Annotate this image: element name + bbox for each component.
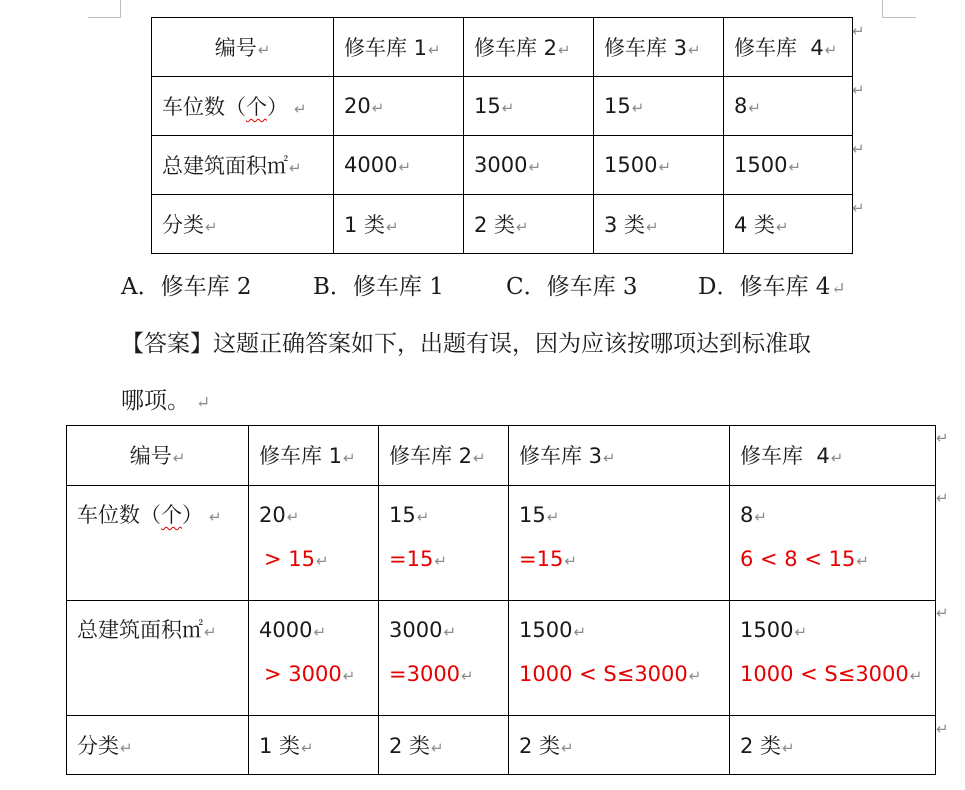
table-cell: 4000↵ > 3000↵ xyxy=(249,601,379,716)
row-end-mark: ↵ xyxy=(936,720,949,738)
row-label: 车位数（个） ↵ xyxy=(67,486,249,601)
option-b: B．修车库 1 xyxy=(313,274,444,300)
answer-label: 【答案】 xyxy=(121,331,213,357)
answer-paragraph-line-2: 哪项。 ↵ xyxy=(121,388,211,414)
answer-paragraph-line-1: 【答案】这题正确答案如下，出题有误，因为应该按哪项达到标准取 xyxy=(121,331,811,357)
criteria-note: > 3000↵ xyxy=(264,662,356,686)
table-cell: 1500↵ 1000 < S≤3000↵ xyxy=(509,601,730,716)
table-cell: 15↵ =15↵ xyxy=(379,486,509,601)
table-row xyxy=(67,601,936,716)
table-cell: 2 类↵ xyxy=(379,716,509,775)
criteria-note: =15↵ xyxy=(519,547,577,571)
criteria-note: 6 < 8 < 15↵ xyxy=(740,547,869,571)
header-cell: 修车库 4↵ xyxy=(724,18,853,77)
criteria-note: =15↵ xyxy=(389,547,447,571)
table-cell: 8↵ xyxy=(724,77,853,136)
row-label: 分类↵ xyxy=(152,195,334,254)
header-cell: 编号↵ xyxy=(67,426,249,486)
row-end-mark: ↵ xyxy=(852,22,865,40)
table-row xyxy=(152,195,853,254)
parking-garage-table xyxy=(151,17,853,254)
table-cell: 1 类↵ xyxy=(334,195,464,254)
criteria-note: 1000 < S≤3000↵ xyxy=(519,662,702,686)
row-label: 分类↵ xyxy=(67,716,249,775)
table-cell: 3 类↵ xyxy=(594,195,724,254)
row-end-mark: ↵ xyxy=(936,604,949,622)
criteria-note: =3000↵ xyxy=(389,662,474,686)
answer-options xyxy=(121,268,846,301)
table-cell: 20↵ xyxy=(334,77,464,136)
table-cell: 4000↵ xyxy=(334,136,464,195)
header-cell: 修车库 3↵ xyxy=(509,426,730,486)
row-end-mark: ↵ xyxy=(852,199,865,217)
crop-mark-top-left xyxy=(88,0,121,18)
header-cell: 修车库 2↵ xyxy=(379,426,509,486)
table-header-row xyxy=(152,18,853,77)
table-row xyxy=(67,486,936,601)
table-header-row xyxy=(67,426,936,486)
table-row xyxy=(67,716,936,775)
table-cell: 1500↵ xyxy=(724,136,853,195)
table-cell: 3000↵ =3000↵ xyxy=(379,601,509,716)
table-row xyxy=(152,136,853,195)
criteria-note: > 15↵ xyxy=(264,547,329,571)
table-row xyxy=(152,77,853,136)
table-cell: 1500↵ xyxy=(594,136,724,195)
table-cell: 15↵ xyxy=(594,77,724,136)
row-label: 总建筑面积㎡↵ xyxy=(67,601,249,716)
table-cell: 4 类↵ xyxy=(724,195,853,254)
table-cell: 2 类↵ xyxy=(464,195,594,254)
row-end-mark: ↵ xyxy=(936,489,949,507)
option-c: C．修车库 3 xyxy=(506,274,638,300)
answer-table xyxy=(66,425,936,775)
header-cell: 修车库 4↵ xyxy=(730,426,936,486)
header-cell: 修车库 1↵ xyxy=(249,426,379,486)
header-cell: 修车库 3↵ xyxy=(594,18,724,77)
crop-mark-top-right xyxy=(882,0,916,18)
table-cell: 1 类↵ xyxy=(249,716,379,775)
table-cell: 15↵ =15↵ xyxy=(509,486,730,601)
table-cell: 1500↵ 1000 < S≤3000↵ xyxy=(730,601,936,716)
table-cell: 20↵ > 15↵ xyxy=(249,486,379,601)
row-label: 车位数（个） ↵ xyxy=(152,77,334,136)
table-cell: 15↵ xyxy=(464,77,594,136)
table-cell: 3000↵ xyxy=(464,136,594,195)
header-cell: 编号↵ xyxy=(152,18,334,77)
criteria-note: 1000 < S≤3000↵ xyxy=(740,662,923,686)
row-end-mark: ↵ xyxy=(852,140,865,158)
table-cell: 8↵ 6 < 8 < 15↵ xyxy=(730,486,936,601)
row-end-mark: ↵ xyxy=(936,429,949,447)
option-d: D．修车库 4↵ xyxy=(698,274,846,300)
row-label: 总建筑面积㎡↵ xyxy=(152,136,334,195)
header-cell: 修车库 1↵ xyxy=(334,18,464,77)
table-cell: 2 类↵ xyxy=(730,716,936,775)
row-end-mark: ↵ xyxy=(852,81,865,99)
table-cell: 2 类↵ xyxy=(509,716,730,775)
header-cell: 修车库 2↵ xyxy=(464,18,594,77)
option-a: A．修车库 2 xyxy=(121,274,252,300)
